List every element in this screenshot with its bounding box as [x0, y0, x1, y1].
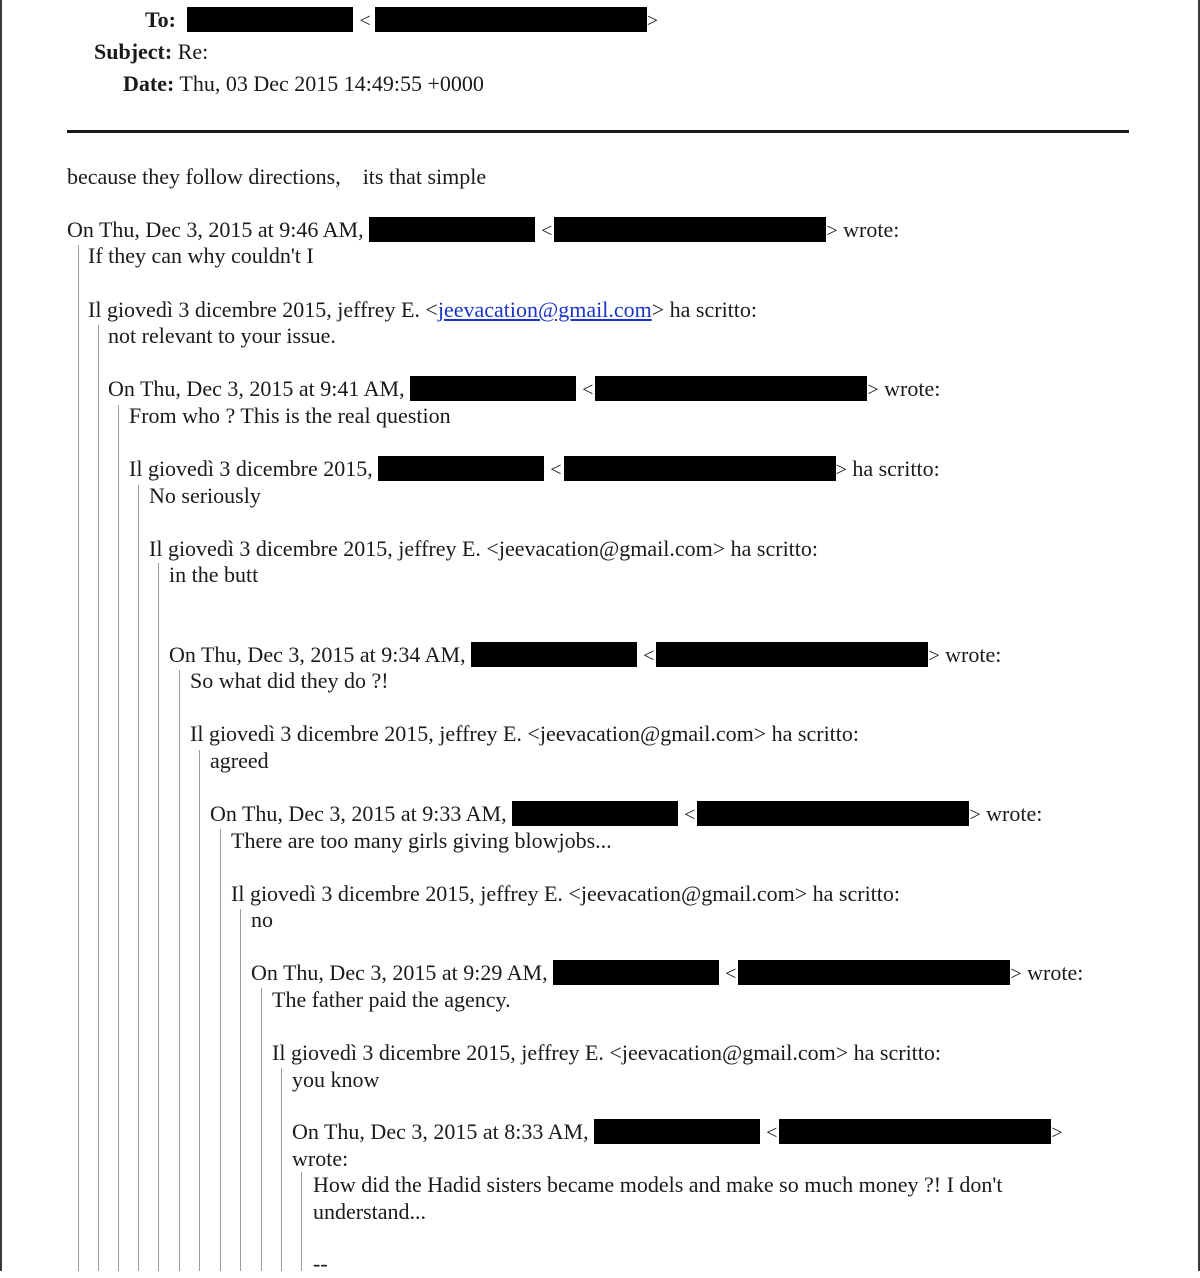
attribution-text: On Thu, Dec 3, 2015 at 9:34 AM, — [169, 642, 466, 667]
redacted-recipient-name — [187, 7, 353, 32]
quote-body-12-line-1: How did the Hadid sisters became models and make so much money ?! I don't — [313, 1172, 1003, 1197]
subject-value: Re: — [177, 39, 209, 64]
quote-body-2: not relevant to your issue. — [108, 323, 336, 348]
quote-attribution-6 — [169, 641, 1001, 670]
email-link[interactable]: jeevacation@gmail.com — [437, 297, 652, 322]
date-row — [123, 70, 484, 98]
angle-open: < — [766, 1122, 778, 1144]
quote-body-5: in the butt — [169, 562, 259, 587]
angle-close: > — [969, 804, 981, 826]
angle-close: > — [928, 645, 940, 667]
attribution-text: On Thu, Dec 3, 2015 at 9:33 AM, — [210, 801, 507, 826]
attribution-text: On Thu, Dec 3, 2015 at 9:41 AM, — [108, 376, 405, 401]
date-value: Thu, 03 Dec 2015 14:49:55 +0000 — [179, 71, 484, 96]
quote-bar-level-1 — [78, 245, 79, 1271]
quote-bar-level-12 — [301, 1172, 302, 1271]
redacted-sender-email — [779, 1119, 1051, 1144]
attribution-suffix: > ha scritto: — [651, 297, 758, 322]
quote-bar-level-4 — [138, 485, 139, 1271]
angle-close: > — [835, 459, 847, 481]
wrote-label: wrote: — [986, 801, 1043, 826]
angle-close: > — [1051, 1122, 1063, 1144]
quote-body-11: you know — [292, 1067, 380, 1092]
quote-body-12-line-2: understand... — [313, 1199, 427, 1224]
quote-attribution-12 — [292, 1118, 1063, 1147]
angle-close: > — [646, 10, 659, 32]
quote-bar-level-9 — [240, 909, 241, 1271]
angle-open: < — [359, 10, 371, 32]
header-divider — [67, 130, 1129, 133]
quote-bar-level-5 — [158, 563, 159, 1271]
quote-bar-level-2 — [98, 325, 99, 1271]
redacted-sender-name — [594, 1119, 760, 1144]
redacted-sender-name — [512, 801, 678, 826]
attribution-text: Il giovedì 3 dicembre 2015, jeffrey E. < — [88, 297, 438, 322]
redacted-sender-name — [378, 456, 544, 481]
redacted-sender-email — [554, 217, 826, 242]
redacted-sender-name — [553, 960, 719, 985]
signature-separator: -- — [313, 1251, 328, 1276]
quote-bar-level-11 — [281, 1068, 282, 1271]
angle-open: < — [684, 804, 696, 826]
quote-bar-level-3 — [118, 405, 119, 1271]
quote-bar-level-10 — [261, 988, 262, 1271]
quote-body-8: There are too many girls giving blowjobs... — [231, 828, 612, 853]
quote-body-9: no — [251, 907, 273, 932]
redacted-sender-email — [656, 642, 928, 667]
redacted-recipient-email — [375, 7, 647, 32]
quote-bar-level-8 — [220, 829, 221, 1271]
angle-close: > — [867, 379, 879, 401]
quote-body-1: If they can why couldn't I — [88, 243, 314, 268]
redacted-sender-name — [471, 642, 637, 667]
redacted-sender-name — [369, 217, 535, 242]
quote-body-10: The father paid the agency. — [272, 987, 511, 1012]
redacted-sender-email — [595, 376, 867, 401]
attribution-text: On Thu, Dec 3, 2015 at 9:46 AM, — [67, 217, 364, 242]
to-label: To: — [145, 7, 176, 32]
quote-body-3: From who ? This is the real question — [129, 403, 451, 428]
attribution-text: Il giovedì 3 dicembre 2015, — [129, 456, 373, 481]
quote-wrote-line-12: wrote: — [292, 1146, 349, 1171]
quote-attribution-10 — [251, 959, 1083, 988]
page-border-left — [0, 0, 2, 1271]
date-label: Date: — [123, 71, 175, 96]
attribution-text: On Thu, Dec 3, 2015 at 8:33 AM, — [292, 1119, 589, 1144]
wrote-label: wrote: — [884, 376, 941, 401]
quote-attribution-11: Il giovedì 3 dicembre 2015, jeffrey E. <jeevacation@gmail.com> ha scritto: — [272, 1040, 942, 1065]
angle-close: > — [826, 220, 838, 242]
angle-close: > — [1010, 963, 1022, 985]
wrote-label: wrote: — [1027, 960, 1084, 985]
quote-bar-level-7 — [199, 750, 200, 1271]
wrote-label: wrote: — [843, 217, 900, 242]
redacted-sender-name — [410, 376, 576, 401]
quote-body-7: agreed — [210, 748, 269, 773]
quote-attribution-7: Il giovedì 3 dicembre 2015, jeffrey E. <jeevacation@gmail.com> ha scritto: — [190, 721, 860, 746]
angle-open: < — [725, 963, 737, 985]
subject-label: Subject: — [94, 39, 173, 64]
quote-attribution-3 — [108, 375, 940, 404]
angle-open: < — [643, 645, 655, 667]
redacted-sender-email — [697, 801, 969, 826]
attribution-text: On Thu, Dec 3, 2015 at 9:29 AM, — [251, 960, 548, 985]
quote-body-6: So what did they do ?! — [190, 668, 389, 693]
quote-attribution-2 — [88, 296, 757, 324]
subject-row — [94, 38, 208, 66]
ha-scritto-label: ha scritto: — [852, 456, 940, 481]
redacted-sender-email — [738, 960, 1010, 985]
quote-attribution-8 — [210, 800, 1042, 829]
quote-bar-level-6 — [179, 670, 180, 1271]
angle-open: < — [582, 379, 594, 401]
quote-body-4: No seriously — [149, 483, 261, 508]
wrote-label: wrote: — [945, 642, 1002, 667]
angle-open: < — [541, 220, 553, 242]
reply-body: because they follow directions, its that simple — [67, 164, 487, 189]
redacted-sender-email — [564, 456, 836, 481]
quote-attribution-1 — [67, 216, 899, 245]
quote-attribution-4 — [129, 455, 940, 484]
angle-open: < — [550, 459, 562, 481]
quote-attribution-5: Il giovedì 3 dicembre 2015, jeffrey E. <jeevacation@gmail.com> ha scritto: — [149, 536, 819, 561]
to-row — [145, 6, 658, 35]
quote-attribution-9: Il giovedì 3 dicembre 2015, jeffrey E. <jeevacation@gmail.com> ha scritto: — [231, 881, 901, 906]
